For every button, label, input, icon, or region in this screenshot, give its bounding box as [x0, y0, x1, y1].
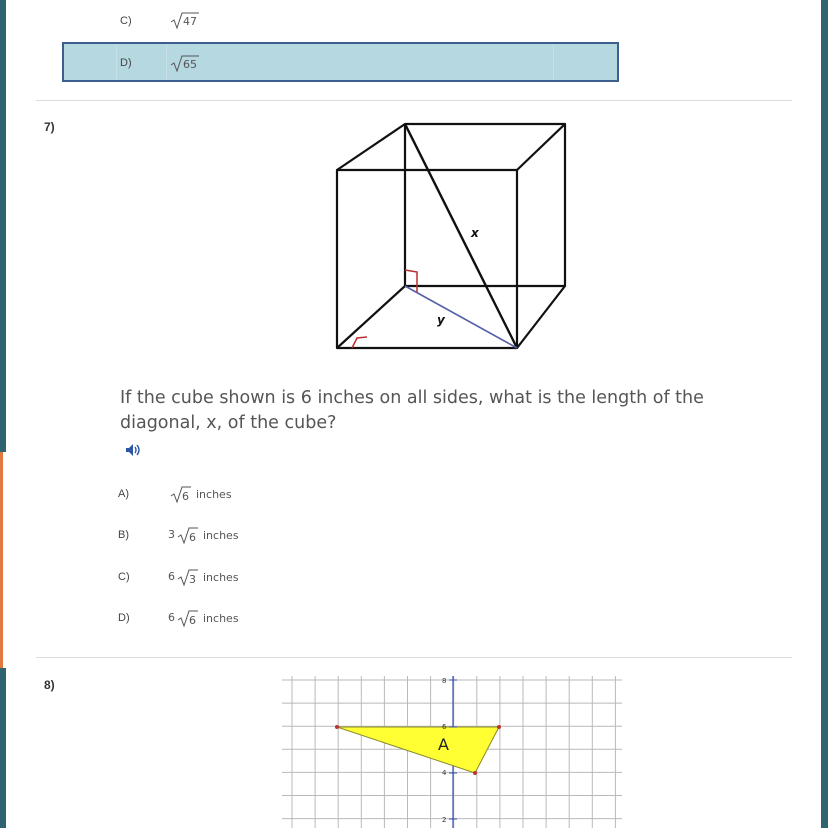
answer-unit: inches: [203, 570, 239, 584]
sqrt-symbol: [177, 525, 199, 545]
column-divider: [553, 44, 554, 80]
question-number-7: 7): [44, 120, 55, 134]
answer-math: [168, 484, 232, 504]
answer-coefficient: 3: [168, 528, 175, 541]
answer-unit: inches: [196, 487, 232, 501]
coordinate-grid: [282, 676, 622, 828]
sqrt-symbol: [170, 53, 200, 73]
right-angle-marker-bottom: [352, 337, 367, 348]
answer-coefficient: 6: [168, 611, 175, 624]
question-divider: [36, 100, 792, 101]
label-y: y: [437, 313, 445, 327]
right-frame-edge: [821, 0, 828, 828]
question-number-8: 8): [44, 678, 55, 692]
cube-left-bottom-edge: [337, 286, 405, 348]
question-divider: [36, 657, 792, 658]
choice-letter: D): [120, 57, 132, 69]
radicand: 65: [183, 58, 197, 71]
choice-value: [170, 10, 200, 30]
vertex-point: [497, 725, 501, 729]
prev-choice-c[interactable]: [62, 1, 619, 41]
radicand: 6: [182, 490, 189, 503]
answer-b[interactable]: [118, 525, 418, 547]
answer-letter: B): [118, 529, 129, 541]
answer-letter: D): [118, 612, 130, 624]
vertex-point: [335, 725, 339, 729]
left-frame-edge: [0, 0, 6, 828]
y-tick-label: 4: [442, 769, 447, 777]
y-tick-label: 8: [442, 677, 447, 685]
radicand: 3: [189, 573, 196, 586]
radicand: 47: [183, 15, 197, 28]
vertex-point: [473, 771, 477, 775]
y-tick-label: 2: [442, 816, 447, 824]
sqrt-symbol: [170, 484, 192, 504]
cube-front-face: [337, 170, 517, 348]
choice-value: [170, 53, 200, 73]
question-7-text: If the cube shown is 6 inches on all sides, what is the length of the diagonal, x, of the cube?: [120, 388, 704, 433]
answer-math: [168, 608, 239, 628]
choice-letter: C): [120, 15, 132, 27]
answer-letter: A): [118, 488, 129, 500]
prev-choice-d-selected[interactable]: [62, 42, 619, 82]
y-tick-label: 6: [442, 723, 447, 731]
answer-d[interactable]: [118, 608, 418, 630]
diagonal-x: [405, 124, 517, 348]
sqrt-symbol: [177, 567, 199, 587]
left-accent-inner: [3, 452, 6, 668]
column-divider: [166, 44, 167, 80]
cube-figure: [330, 118, 570, 354]
answer-c[interactable]: [118, 567, 418, 589]
speaker-icon[interactable]: [124, 442, 144, 458]
answer-letter: C): [118, 571, 130, 583]
sqrt-symbol: [177, 608, 199, 628]
column-divider: [116, 44, 117, 80]
cube-top-right-edge: [517, 124, 565, 170]
radicand: 6: [189, 531, 196, 544]
sqrt-symbol: [170, 10, 200, 30]
answer-unit: inches: [203, 611, 239, 625]
answer-math: [168, 525, 239, 545]
answer-math: [168, 567, 239, 587]
radicand: 6: [189, 614, 196, 627]
answer-a[interactable]: [118, 484, 418, 506]
answer-unit: inches: [203, 528, 239, 542]
shape-label-a: A: [438, 735, 449, 754]
answer-coefficient: 6: [168, 570, 175, 583]
label-x: x: [471, 226, 479, 240]
